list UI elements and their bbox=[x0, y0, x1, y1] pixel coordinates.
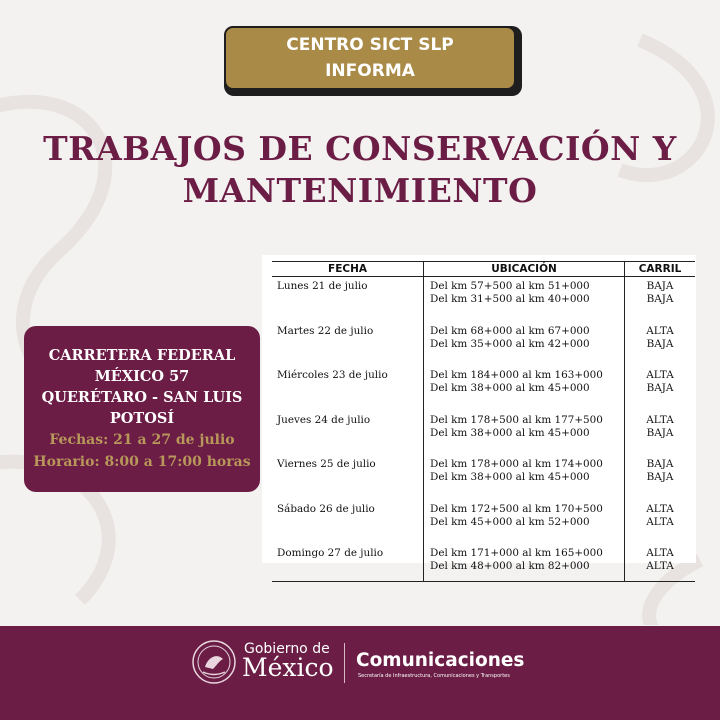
road-line-4: POTOSÍ bbox=[109, 410, 175, 427]
row-lane: ALTA bbox=[646, 515, 674, 528]
row-location: Del km 38+000 al km 45+000 bbox=[430, 382, 590, 394]
row-date: Sábado 26 de julio bbox=[277, 502, 375, 515]
table-row bbox=[272, 277, 695, 322]
row-lane: ALTA bbox=[646, 369, 674, 381]
row-location: Del km 31+500 al km 40+000 bbox=[430, 293, 590, 305]
row-location: Del km 68+000 al km 67+000 bbox=[430, 324, 590, 337]
row-lane: ALTA bbox=[646, 324, 674, 337]
row-lane: BAJA bbox=[646, 471, 674, 483]
road-line-2: MÉXICO 57 bbox=[94, 368, 190, 385]
row-location: Del km 35+000 al km 42+000 bbox=[430, 337, 590, 350]
row-date: Miércoles 23 de julio bbox=[277, 369, 388, 381]
road-line-3: QUERÉTARO - SAN LUIS bbox=[41, 389, 243, 406]
schedule-text: Horario: 8:00 a 17:00 horas bbox=[33, 454, 251, 470]
table-row bbox=[272, 500, 695, 545]
gobierno-label: Gobierno de bbox=[244, 641, 330, 657]
table-row bbox=[272, 366, 695, 411]
row-date: Lunes 21 de julio bbox=[277, 280, 368, 292]
page-title bbox=[40, 128, 680, 212]
row-lane: BAJA bbox=[646, 458, 674, 470]
row-location: Del km 38+000 al km 45+000 bbox=[430, 426, 590, 439]
dependency-subtitle: Secretaría de Infraestructura, Comunicaciones y Transportes bbox=[358, 673, 510, 679]
row-location: Del km 184+000 al km 163+000 bbox=[430, 369, 603, 381]
row-date: Martes 22 de julio bbox=[277, 324, 374, 337]
row-lane: BAJA bbox=[646, 280, 674, 292]
row-location: Del km 172+500 al km 170+500 bbox=[430, 502, 603, 515]
row-lane: ALTA bbox=[646, 547, 674, 559]
table-row bbox=[272, 322, 695, 367]
badge-line-2: INFORMA bbox=[325, 61, 415, 81]
title-line-2: MANTENIMIENTO bbox=[182, 171, 538, 210]
row-lane: ALTA bbox=[646, 413, 674, 426]
road-line-1: CARRETERA FEDERAL bbox=[48, 347, 236, 364]
title-line-1: TRABAJOS DE CONSERVACIÓN Y bbox=[43, 129, 677, 168]
table-row bbox=[272, 411, 695, 456]
row-lane: BAJA bbox=[646, 426, 674, 439]
footer-divider bbox=[344, 643, 345, 683]
dates-text: Fechas: 21 a 27 de julio bbox=[49, 432, 235, 448]
row-location: Del km 38+000 al km 45+000 bbox=[430, 471, 590, 483]
row-date: Jueves 24 de julio bbox=[277, 413, 371, 426]
row-lane: ALTA bbox=[646, 560, 674, 572]
row-lane: BAJA bbox=[646, 382, 674, 394]
national-seal-icon bbox=[191, 639, 237, 685]
table-row bbox=[272, 544, 695, 582]
row-location: Del km 48+000 al km 82+000 bbox=[430, 560, 590, 572]
header-fecha: FECHA bbox=[272, 262, 424, 277]
row-location: Del km 57+500 al km 51+000 bbox=[430, 280, 590, 292]
road-info-box bbox=[24, 326, 260, 492]
header-carril: CARRIL bbox=[625, 262, 696, 277]
header-badge bbox=[224, 26, 522, 96]
row-lane: BAJA bbox=[646, 337, 674, 350]
table-header-row bbox=[272, 262, 695, 277]
header-ubicacion: UBICACIÓN bbox=[424, 262, 625, 277]
badge-line-1: CENTRO SICT SLP bbox=[286, 35, 454, 55]
schedule-table bbox=[272, 261, 695, 582]
row-location: Del km 45+000 al km 52+000 bbox=[430, 515, 590, 528]
schedule-table-panel bbox=[262, 255, 696, 572]
dependency-name: Comunicaciones bbox=[356, 650, 525, 671]
table-row bbox=[272, 455, 695, 500]
row-date: Viernes 25 de julio bbox=[277, 458, 376, 470]
row-location: Del km 171+000 al km 165+000 bbox=[430, 547, 603, 559]
row-location: Del km 178+500 al km 177+500 bbox=[430, 413, 603, 426]
row-lane: BAJA bbox=[646, 293, 674, 305]
row-date: Domingo 27 de julio bbox=[277, 547, 384, 559]
mexico-label: México bbox=[242, 653, 334, 682]
row-location: Del km 178+000 al km 174+000 bbox=[430, 458, 603, 470]
row-lane: ALTA bbox=[646, 502, 674, 515]
